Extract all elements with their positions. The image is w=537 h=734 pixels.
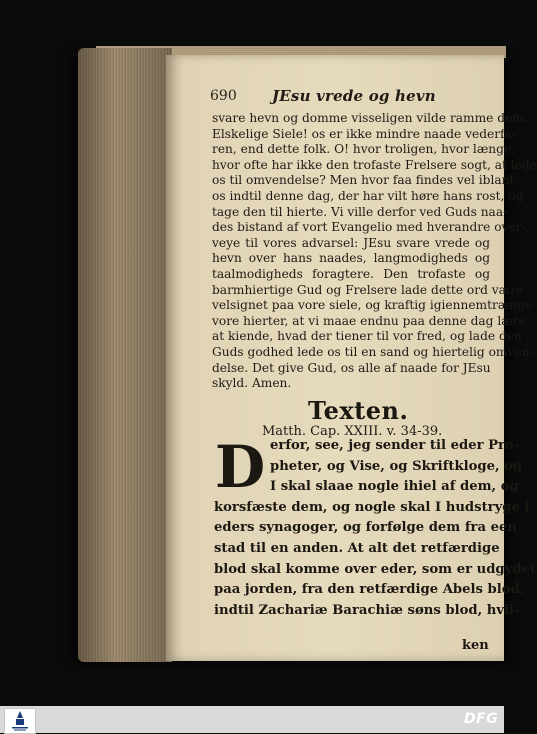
dfg-logo: DFG	[464, 711, 499, 727]
verse-line: blod skal komme over eder, som er udgydet	[214, 561, 537, 577]
body-line: os indtil denne dag, der har vilt høre hans rost, og	[212, 188, 524, 203]
body-line: skyld. Amen.	[212, 376, 292, 391]
verse-line: I skal slaae nogle ihiel af dem, og	[270, 479, 519, 495]
running-head	[210, 88, 500, 108]
verse-line: stad til en anden. At alt det retfærdige	[214, 540, 500, 556]
body-line: tage den til hierte. Vi ville derfor ved Guds naa-	[212, 204, 508, 219]
body-line: taalmodigheds foragtere. Den trofaste og	[212, 266, 490, 281]
verse-line: pheter, og Vise, og Skriftkloge, og	[270, 458, 523, 474]
body-line: barmhiertige Gud og Frelsere lade dette ord være	[212, 282, 524, 297]
body-line: svare hevn og domme visseligen vilde ramme dem.	[212, 111, 528, 125]
running-head-title: JEsu vrede og hevn	[272, 87, 436, 105]
body-line: veye til vores advarsel: JEsu svare vrede og	[212, 235, 490, 250]
page-number: 690	[210, 88, 237, 104]
body-line: hevn over hans naades, langmodigheds og	[212, 251, 490, 266]
body-line: des bistand af vort Evangelio med hverandre over-	[212, 220, 526, 235]
section-heading: Texten.	[308, 396, 409, 425]
body-line: vore hierter, at vi maae endnu paa denne dag lære	[212, 313, 526, 328]
verse-line: eders synagoger, og forfølge dem fra een	[214, 520, 517, 536]
body-line: delse. Det give Gud, os alle af naade for JEsu	[212, 360, 491, 375]
scripture-reference: Matth. Cap. XXIII. v. 34-39.	[262, 424, 443, 439]
body-line: at kiende, hvad der tiener til vor fred, og lade den	[212, 329, 522, 344]
drop-cap: D	[214, 433, 266, 501]
viewer-footer	[0, 706, 504, 733]
verse-line: korsfæste dem, og nogle skal I hudstryge i	[214, 499, 530, 515]
body-line: ren, end dette folk. O! hvor troligen, hvor længe,	[212, 142, 516, 157]
body-text	[212, 111, 537, 392]
catchword: ken	[462, 638, 489, 653]
book-page-edges	[78, 48, 172, 662]
verse-text	[214, 433, 537, 621]
body-line: hvor ofte har ikke den trofaste Frelsere sogt, at lede	[212, 157, 537, 172]
verse-line: erfor, see, jeg sender til eder Pro-	[270, 438, 520, 453]
verse-line: indtil Zachariæ Barachiæ søns blod, hvil-	[214, 602, 520, 618]
library-logo-icon	[4, 708, 36, 734]
body-line: velsignet paa vore siele, og kraftig igiennemtrænge	[212, 298, 533, 313]
body-line: Guds godhed lede os til en sand og hiertelig omven-	[212, 344, 534, 359]
body-line: os til omvendelse? Men hvor faa findes vel iblant	[212, 173, 515, 188]
body-line: Elskelige Siele! os er ikke mindre naade vederfa-	[212, 126, 516, 141]
verse-line: paa jorden, fra den retfærdige Abels blod,	[214, 582, 525, 598]
